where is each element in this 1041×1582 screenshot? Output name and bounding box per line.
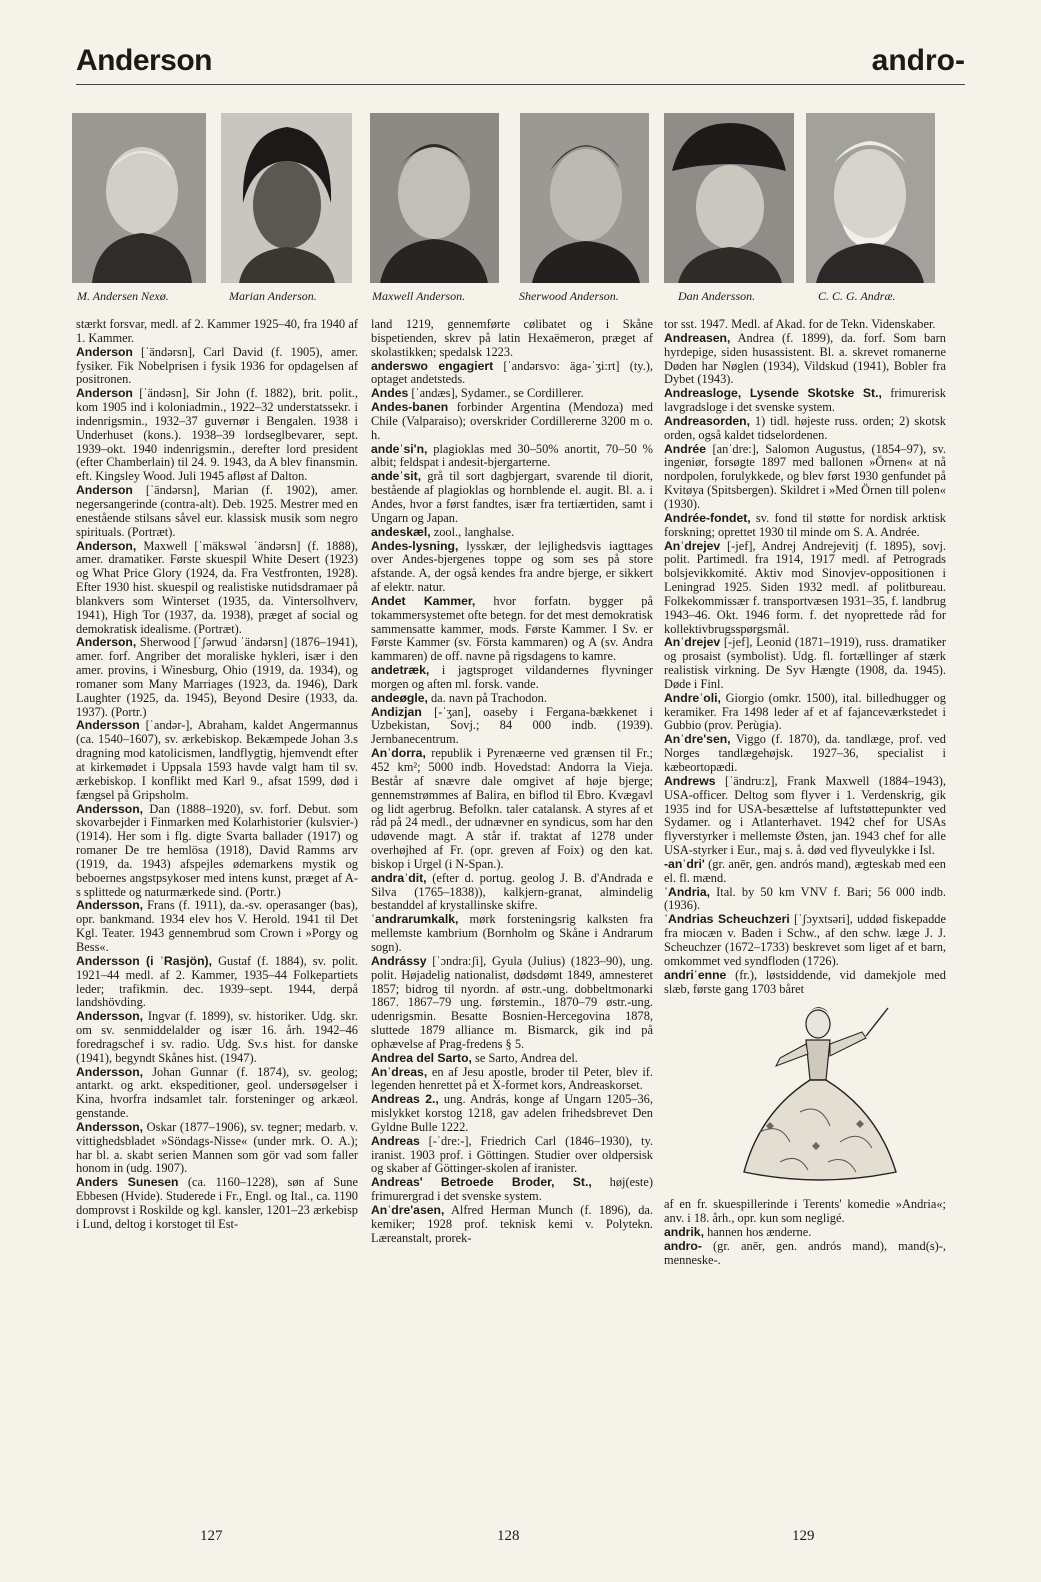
- dictionary-entry: andeøgle, da. navn på Trachodon.: [371, 690, 547, 705]
- dictionary-entry: Anderson, Maxwell [ˈmäkswəl ˈändərsn] (f. 1888), amer. dramatiker. Første skuespil White Desert (1923) og What Price Glory (1924, da. Fra Vestfronten, 1928). Efter 1930 hist. skuespil og realistiske nutidsdramaer på blankvers som Winterset (1935, da. Vintersolhverv, 1941), High Tor (1937, da. 1938), præget af social og demokratisk idealisme. (Portræt).: [76, 538, 358, 636]
- photo-caption: M. Andersen Nexø.: [77, 289, 169, 303]
- page-number: 127: [200, 1528, 223, 1544]
- dictionary-entry: -anˈdri' (gr. anēr, gen. andrós mand), ægteskab med een el. fl. mænd.: [664, 856, 946, 885]
- dictionary-entry: Anˈdrejev [-jef], Andrej Andrejevitj (f. 1895), sovj. polit. Partimedl. fra 1914, 1917 medl. af Petrograds bolsjevikkomité. Aktiv mod Sinovjev-oppositionen i Leningrad 1925. Siden 1932 medl. af politbureau. Folkekommissær f. transportvæsen 1931–35, f. landbrug 1943–46. Okt. 1946 form. f. det nyoprettede råd for kollektivbrugsspørgsmål.: [664, 538, 946, 636]
- dictionary-entry: Andersson, Ingvar (f. 1899), sv. historiker. Udg. skr. om sv. senmiddelalder og især 16. årh. 1942–46 foredragschef i sv. radio. Udg. Sv.s hist. for danske (1941), begyndt Skånes hist. (1947).: [76, 1009, 358, 1065]
- dictionary-entry: andeskæl, zool., langhalse.: [371, 524, 515, 539]
- dictionary-entry: Andreasen, Andrea (f. 1899), da. forf. Som barn hyrdepige, siden husassistent. Bl. a. skrevet romanerne Døden har Nøglen (1934), Vildskud (1941), Bobler fra Dybet (1943).: [664, 330, 946, 387]
- dictionary-entry: Andreas [-ˈdre:-], Friedrich Carl (1846–1930), ty. iranist. 1903 prof. i Göttingen. Studier over oldpersisk og skaber af Göttinger-skolen af iranister.: [371, 1133, 653, 1176]
- photo-caption: C. C. G. Andræ.: [818, 289, 896, 303]
- dictionary-entry: tor sst. 1947. Medl. af Akad. for de Tekn. Videnskaber.: [664, 318, 936, 331]
- dictionary-entry: Anderson, Sherwood [ˈʃərwud ˈändərsn] (1876–1941), amer. forf. Angriber det moraliske hykleri, især i den amer. provins, i Winesburg, Ohio (1919, da. 1934), og romaner som Many Marriages (1923, da. 1946), Dark Laughter (1925, da. 1945), Beyond Desire (1933, da. 1937). (Portr.): [76, 635, 358, 719]
- dictionary-entry: Andrée-fondet, sv. fond til støtte for nordisk arktisk forskning; oprettet 1930 til minde om S. A. Andrée.: [664, 510, 946, 539]
- dictionary-entry: Andes-banen forbinder Argentina (Mendoza) med Chile (Valparaiso); overskrider Cordillererne 3200 m o. h.: [371, 400, 653, 442]
- dictionary-entry: Anˈdreas, en af Jesu apostle, broder til Peter, blev if. legenden henrettet på et X-formet kors, Andreaskorset.: [371, 1064, 653, 1093]
- dictionary-entry: Andrews [ˈändru:z], Frank Maxwell (1884–1943), USA-officer. Deltog som flyver i 1. Verdenskrig, gik 1935 ind for USA-besættelse af luftstøttepunkter ved Sydamer. og i Atlanterhavet. 1942 chef for USAs flyverstyrker i mellemste Østen, jan. 1943 chef for alle USA-styrker i Eur., maj s. å. død ved flyveulykke i Isl.: [664, 773, 946, 858]
- text-column-2: [371, 318, 653, 1428]
- portrait-photo: [664, 113, 794, 283]
- dictionary-entry: Andreas' Betroede Broder, St., høj(este) frimurergrad i det svenske system.: [371, 1175, 653, 1204]
- andrienne-dress-illustration: [720, 1002, 920, 1190]
- dictionary-entry: Anˈdre'sen, Viggo (f. 1870), da. tandlæge, prof. ved Norges tandlægehøjsk. 1927–36, specialist i kæbeortopædi.: [664, 732, 946, 774]
- photo-caption: Marian Anderson.: [229, 289, 317, 303]
- dictionary-entry: ˈAndrias Scheuchzeri [ˈʃɔyxtsəri], uddød fiskepadde fra miocæn v. Baden i Schw., af den schw. læge J. J. Scheuchzer (1672–1733) beskrevet som liget af et barn, omkommet ved syndfloden (1726).: [664, 912, 946, 968]
- dictionary-entry: land 1219, gennemførte cølibatet og i Skåne bispetienden, skrev på latin Hexaëmeron, præget af skolastikken; spedalsk 1223.: [371, 318, 653, 359]
- dictionary-entry: Andersson, Johan Gunnar (f. 1874), sv. geolog; antarkt. og arkt. ekspeditioner, geol. undersøgelser i Kina, hvorfra indsamlet talr. forsteninger og arkæol. genstande.: [76, 1064, 358, 1121]
- dictionary-entry: andro- (gr. anēr, gen. andrós mand), mand(s)-, menneske-.: [664, 1238, 946, 1267]
- dictionary-entry: stærkt forsvar, medl. af 2. Kammer 1925–40, fra 1940 af 1. Kammer.: [76, 318, 358, 345]
- dictionary-entry: Andersson, Dan (1888–1920), sv. forf. Debut. som skovarbejder i Finmarken med Kolarhistorier (kulsvier-) (1914). Her som i flg. digte Svarta ballader (1917) og romaner De tre hemlösa (1918), David Ramms arv (1919, da. 1943) afspejles ødemarkens mystik og beboernes angstpsykoser med intens kunst, præget af A-s splittede og naturmærkede sind. (Portr.): [76, 801, 358, 899]
- dictionary-entry: ˈandrarumkalk, mørk forsteningsrig kalksten fra mellemste kambrium (Bornholm og Skåne i Andrarum sogn).: [371, 912, 653, 954]
- dictionary-entry: af en fr. skuespillerinde i Terents' komedie »Andria«; anv. i 18. årh., opr. kun som negligé.: [664, 1197, 946, 1226]
- running-head-left: Anderson: [76, 44, 213, 77]
- dictionary-entry: Andersson [ˈandər-], Abraham, kaldet Angermannus (ca. 1540–1607), sv. ærkebiskop. Bekæmpede Johan 3.s dragning mod katolicismen, landflygtig, hjemvendt efter at kirkemødet i Uppsala 1593 havde valgt ham til sv. ærkebiskop. I konflikt med Karl 9., afsat 1599, død i fængsel på Gripsholm.: [76, 718, 358, 802]
- dictionary-entry: Andersson (i ˈRasjön), Gustaf (f. 1884), sv. polit. 1921–44 medl. af 2. Kammer, 1935–44 Folkepartiets leder; trafikmin. dec. 1939–sept. 1944, derpå landshövding.: [76, 953, 358, 1010]
- dictionary-entry: andetræk, i jagtsproget vildandernes flyvninger morgen og aften ml. forsk. vande.: [371, 663, 653, 691]
- dictionary-entry: andeˈsit, grå til sort dagbjergart, svarende til diorit, bestående af plagioklas og hornblende el. augit. Bl. a. i Andes, hvor a først fandtes, især fra tertiærtiden, samt i Ungarn og Japan.: [371, 469, 653, 525]
- dictionary-entry: Anderson [ˈändəsn], Sir John (f. 1882), brit. polit., kom 1905 ind i koloniadmin., 1922–32 understatssekr. i indenrigsmin., 1932–37 guvernør i Bengalen. 1938 i Underhuset (kons.). 1938–39 lordseglbevarer, sept. 1939–okt. 1940 indenrigsmin., derefter lord president (efter Chamberlain) til 24. 9. 1943, da A blev finansmin. eft. Kingsley Wood. Juli 1945 afløst af Dalton.: [76, 386, 358, 484]
- dictionary-entry: Andreasorden, 1) tidl. højeste russ. orden; 2) skotsk orden, også kaldet tidselordenen.: [664, 413, 946, 442]
- dictionary-entry: Andreˈoli, Giorgio (omkr. 1500), ital. billedhugger og keramiker. Fra 1498 leder af et af fajanceværkstedet i Gubbio (prov. Perùgia).: [664, 690, 946, 733]
- portrait-photo: [221, 113, 352, 283]
- dictionary-entry: Anˈdorra, republik i Pyrenæerne ved grænsen til Fr.; 452 km²; 5000 indb. Hovedstad: Andorra la Vieja. Består af snævre dale omgivet af høje bjerge; gennemstrømmes af Balira, en biflod til Ebro. Kvægavl og lidt agerbrug. Befolkn. taler catalansk. A styres af et råd på 24 medl., der udnævner en syndicus, som har den udøvende magt. A står if. traktat af 1278 under overhøjhed af Fr. (opr. greven af Foix) og den kat. biskop i Urgel (i N-Span.).: [371, 746, 653, 871]
- dictionary-entry: Andrássy [ˈɔndra:ʃi], Gyula (Julius) (1823–90), ung. polit. Højadelig nationalist, dødsdømt 1849, amnesteret 1857; bidrog til nyordn. af østr.-ung. dobbeltmonarki 1867. 1867–79 ung. førstemin., 1870–79 østr.-ung. udenrigsmin. Besatte Bosnien-Hercegovina 1878, sluttede 1879 alliance m. Bismarck, gik ind på ophævelse af Prag-fredens § 5.: [371, 953, 653, 1051]
- dictionary-entry: Andrée [anˈdre:], Salomon Augustus, (1854–97), sv. ingeniør, forsøgte 1897 med ballonen »Örnen« at nå nordpolen, forulykkede, og blev først 1930 genfundet på Kvitøya (Spitsbergen). Skildret i »Med Örnen till polen« (1930).: [664, 441, 946, 511]
- text-column-1: [76, 318, 358, 1428]
- dictionary-entry: Anderson [ˈändərsn], Marian (f. 1902), amer. negersangerinde (contra-alt). Deb. 1925. Mestrer med en enestående stilsans såvel eur. klassisk musik som negro spirituals. (Portræt).: [76, 483, 358, 539]
- dictionary-entry: andraˈdit, (efter d. portug. geolog J. B. d'Andrada e Silva (1765–1838)), kalkjern-granat, almindelig bestanddel af krystallinske skifre.: [371, 870, 653, 913]
- portrait-photo: [520, 113, 649, 283]
- text-column-3: [664, 318, 946, 1428]
- photo-caption: Dan Andersson.: [678, 289, 756, 303]
- dictionary-entry: Andet Kammer, hvor forfatn. bygger på tokammersystemet ofte betegn. for det mest demokratisk sammensatte kammer, mods. Første Kammer. I Sv. er Første Kammer (sv. Första kammaren) og A (sv. Andra kammaren) de off. navne på rigsdagens to kamre.: [371, 593, 653, 664]
- portrait-photo: [806, 113, 935, 283]
- dictionary-entry: andriˈenne (fr.), løstsiddende, vid damekjole med slæb, første gang 1703 båret: [664, 967, 946, 996]
- photo-caption: Maxwell Anderson.: [372, 289, 466, 303]
- dictionary-entry: ˈAndria, Ital. by 50 km VNV f. Bari; 56 000 indb. (1936).: [664, 884, 946, 913]
- dictionary-entry: Anders Sunesen (ca. 1160–1228), søn af Sune Ebbesen (Hvide). Studerede i Fr., Engl. og Ital., ca. 1190 domprovst i Roskilde og kgl. kansler, 1201–23 ærkebisp i Lund, deltog i korstoget til Est-: [76, 1175, 358, 1231]
- dictionary-entry: Anderson [ˈändərsn], Carl David (f. 1905), amer. fysiker. Fik Nobelprisen i fysik 1936 for opdagelsen af positronen.: [76, 344, 358, 387]
- portrait-photo: [370, 113, 499, 283]
- dictionary-entry: Andes-lysning, lysskær, der lejlighedsvis iagttages over Andes-bjergenes toppe og som ses på store afstande. A, der også kendes fra andre bjerge, er sikkert af elektr. natur.: [371, 538, 653, 595]
- page-number: 128: [497, 1528, 520, 1544]
- portrait-photo: [72, 113, 206, 283]
- dictionary-entry: Andreasloge, Lysende Skotske St., frimurerisk lavgradsloge i det svenske system.: [664, 386, 946, 415]
- dictionary-entry: andrik, hannen hos ænderne.: [664, 1225, 812, 1240]
- dictionary-entry: Anˈdrejev [-jef], Leonid (1871–1919), russ. dramatiker og prosaist (symbolist). Udg. fl. fortællinger af stærk realistisk virkning. De Syv Hængte (1908, da. 1945). Døde i Finl.: [664, 635, 946, 691]
- dictionary-entry: Andizjan [-ˈʒan], oaseby i Fergana-bækkenet i Uzbekistan, Sovj.; 84 000 indb. (1939). Jernbanecentrum.: [371, 704, 653, 747]
- header-rule: [76, 84, 965, 85]
- dictionary-entry: anderswo engagiert [ˈandərsvo: äga-ˈʒi:rt] (ty.), optaget andetsteds.: [371, 358, 653, 387]
- running-head-right: andro-: [871, 44, 965, 77]
- dictionary-entry: Andes [ˈandæs], Sydamer., se Cordillerer.: [371, 386, 584, 401]
- dictionary-entry: Andreas 2., ung. András, konge af Ungarn 1205–36, mislykket korstog 1218, gav adelen frihedsbrevet Den Gyldne Bulle 1222.: [371, 1092, 653, 1134]
- dictionary-entry: andeˈsi'n, plagioklas med 30–50% anortit, 70–50 % albit; feldspat i andesit-bjergarterne.: [371, 441, 653, 470]
- dictionary-entry: Andrea del Sarto, se Sarto, Andrea del.: [371, 1050, 578, 1065]
- photo-caption: Sherwood Anderson.: [519, 289, 619, 303]
- page-number: 129: [792, 1528, 815, 1544]
- dictionary-entry: Anˈdre'asen, Alfred Herman Munch (f. 1896), da. kemiker; 1928 prof. teknisk kemi v. Polytekn. Læreanstalt, prorek-: [371, 1203, 653, 1245]
- dictionary-entry: Andersson, Frans (f. 1911), da.-sv. operasanger (bas), opr. bankmand. 1934 elev hos V. Herold. 1941 til Det Kgl. Teater. 1943 gennembrud som Crown i »Porgy og Bess«.: [76, 898, 358, 954]
- dictionary-entry: Andersson, Oskar (1877–1906), sv. tegner; medarb. v. vittighedsbladet »Söndags-Nisse« (under mrk. O. A.); har bl. a. skabt serien Mannen som gör vad som faller honom in (udg. 1907).: [76, 1119, 358, 1176]
